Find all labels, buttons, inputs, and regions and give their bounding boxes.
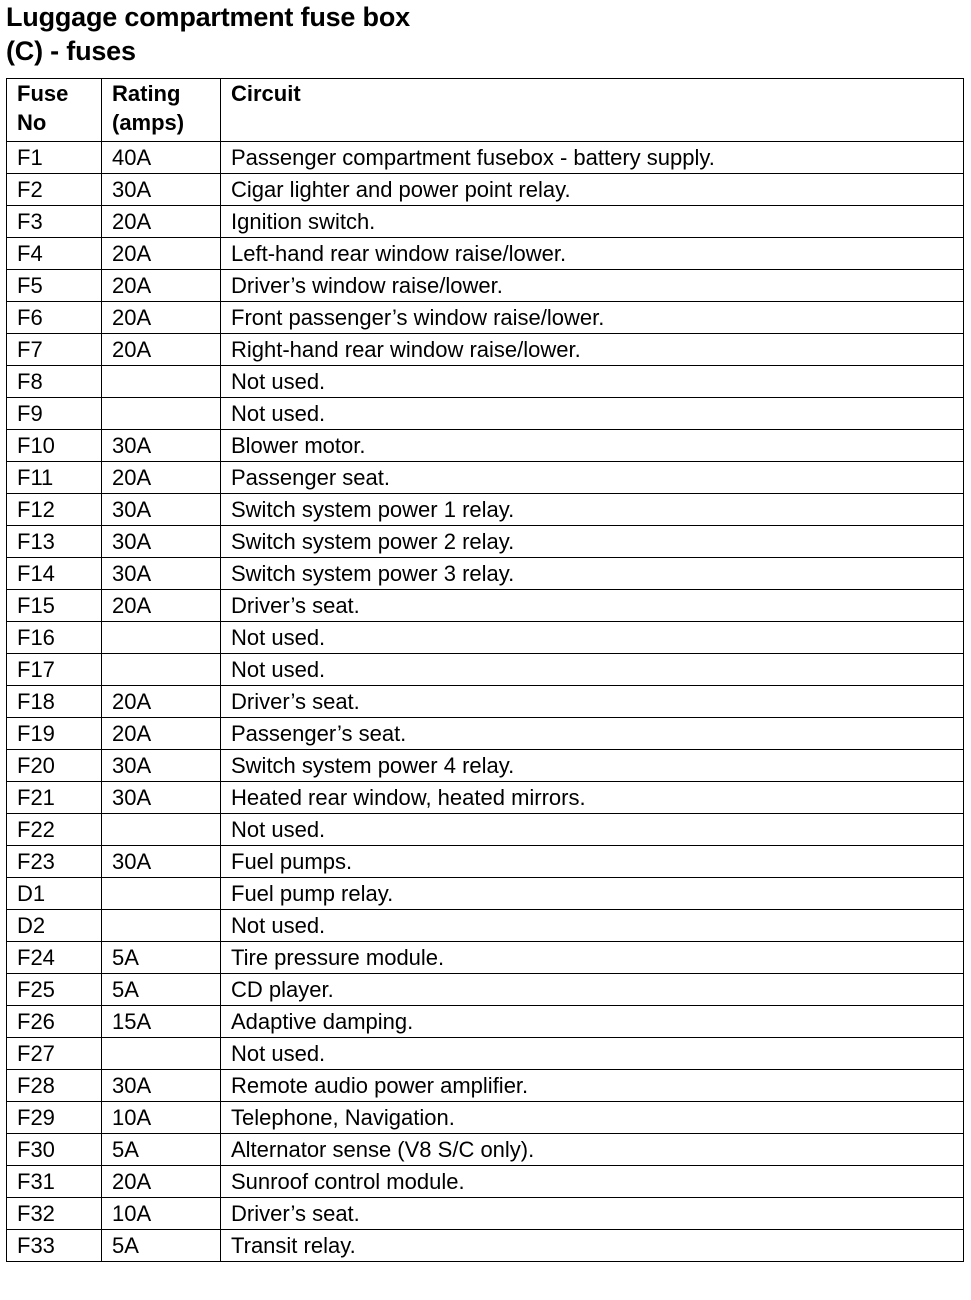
header-fuse-no: Fuse No (7, 79, 102, 142)
table-row (7, 174, 964, 206)
circuit-cell: Fuel pump relay. (221, 878, 964, 910)
circuit-cell: Transit relay. (221, 1230, 964, 1262)
rating-cell: 30A (102, 526, 221, 558)
circuit-cell: Remote audio power amplifier. (221, 1070, 964, 1102)
table-row (7, 1102, 964, 1134)
rating-cell (102, 814, 221, 846)
fuse-number-cell: F28 (7, 1070, 102, 1102)
fuse-number-cell: F30 (7, 1134, 102, 1166)
rating-cell: 30A (102, 1070, 221, 1102)
circuit-cell: Cigar lighter and power point relay. (221, 174, 964, 206)
table-row (7, 1230, 964, 1262)
circuit-cell: Fuel pumps. (221, 846, 964, 878)
table-row (7, 1134, 964, 1166)
table-row (7, 494, 964, 526)
table-row (7, 430, 964, 462)
circuit-cell: Not used. (221, 910, 964, 942)
circuit-cell: Not used. (221, 366, 964, 398)
circuit-cell: Switch system power 4 relay. (221, 750, 964, 782)
circuit-cell: Blower motor. (221, 430, 964, 462)
table-row (7, 302, 964, 334)
circuit-cell: Tire pressure module. (221, 942, 964, 974)
circuit-cell: Passenger compartment fusebox - battery supply. (221, 142, 964, 174)
fuse-number-cell: F4 (7, 238, 102, 270)
fuse-number-cell: F3 (7, 206, 102, 238)
fuse-number-cell: F6 (7, 302, 102, 334)
table-row (7, 334, 964, 366)
fuse-number-cell: F22 (7, 814, 102, 846)
circuit-cell: Not used. (221, 1038, 964, 1070)
table-row (7, 238, 964, 270)
fuse-number-cell: F2 (7, 174, 102, 206)
rating-cell (102, 1038, 221, 1070)
table-header-row (7, 79, 964, 142)
table-row (7, 142, 964, 174)
circuit-cell: Adaptive damping. (221, 1006, 964, 1038)
rating-cell (102, 398, 221, 430)
rating-cell: 20A (102, 302, 221, 334)
fuse-number-cell: F14 (7, 558, 102, 590)
circuit-cell: Front passenger’s window raise/lower. (221, 302, 964, 334)
fuse-number-cell: F20 (7, 750, 102, 782)
circuit-cell: Ignition switch. (221, 206, 964, 238)
fuse-number-cell: F24 (7, 942, 102, 974)
header-rating: Rating (amps) (102, 79, 221, 142)
rating-cell: 30A (102, 174, 221, 206)
circuit-cell: Not used. (221, 814, 964, 846)
table-row (7, 526, 964, 558)
circuit-cell: Switch system power 3 relay. (221, 558, 964, 590)
rating-cell: 20A (102, 590, 221, 622)
fuse-number-cell: F9 (7, 398, 102, 430)
fuse-number-cell: F7 (7, 334, 102, 366)
table-row (7, 558, 964, 590)
circuit-cell: Switch system power 1 relay. (221, 494, 964, 526)
rating-cell: 15A (102, 1006, 221, 1038)
circuit-cell: Driver’s window raise/lower. (221, 270, 964, 302)
table-row (7, 782, 964, 814)
rating-cell: 30A (102, 750, 221, 782)
rating-cell: 30A (102, 430, 221, 462)
table-row (7, 1198, 964, 1230)
circuit-cell: Not used. (221, 622, 964, 654)
table-row (7, 750, 964, 782)
circuit-cell: Passenger’s seat. (221, 718, 964, 750)
rating-cell (102, 366, 221, 398)
rating-cell: 10A (102, 1198, 221, 1230)
circuit-cell: Sunroof control module. (221, 1166, 964, 1198)
circuit-cell: Alternator sense (V8 S/C only). (221, 1134, 964, 1166)
table-row (7, 718, 964, 750)
table-row (7, 590, 964, 622)
rating-cell: 20A (102, 206, 221, 238)
fuse-number-cell: F13 (7, 526, 102, 558)
table-row (7, 942, 964, 974)
table-row (7, 398, 964, 430)
fuse-number-cell: F5 (7, 270, 102, 302)
circuit-cell: Passenger seat. (221, 462, 964, 494)
page-title (6, 0, 410, 68)
table-row (7, 622, 964, 654)
fuse-number-cell: F29 (7, 1102, 102, 1134)
circuit-cell: CD player. (221, 974, 964, 1006)
rating-cell (102, 654, 221, 686)
fuse-number-cell: F31 (7, 1166, 102, 1198)
rating-cell: 30A (102, 782, 221, 814)
circuit-cell: Right-hand rear window raise/lower. (221, 334, 964, 366)
fuse-table (6, 78, 964, 1262)
rating-cell: 40A (102, 142, 221, 174)
rating-cell: 20A (102, 1166, 221, 1198)
table-row (7, 1070, 964, 1102)
header-circuit: Circuit (221, 79, 964, 142)
table-row (7, 878, 964, 910)
rating-cell: 20A (102, 718, 221, 750)
fuse-number-cell: F12 (7, 494, 102, 526)
fuse-number-cell: F16 (7, 622, 102, 654)
fuse-number-cell: F33 (7, 1230, 102, 1262)
fuse-number-cell: F26 (7, 1006, 102, 1038)
circuit-cell: Driver’s seat. (221, 590, 964, 622)
circuit-cell: Heated rear window, heated mirrors. (221, 782, 964, 814)
fuse-number-cell: F15 (7, 590, 102, 622)
rating-cell: 30A (102, 846, 221, 878)
rating-cell: 20A (102, 686, 221, 718)
circuit-cell: Left-hand rear window raise/lower. (221, 238, 964, 270)
fuse-number-cell: F21 (7, 782, 102, 814)
circuit-cell: Driver’s seat. (221, 686, 964, 718)
fuse-number-cell: F27 (7, 1038, 102, 1070)
table-body (7, 142, 964, 1262)
fuse-number-cell: F32 (7, 1198, 102, 1230)
table-row (7, 366, 964, 398)
fuse-number-cell: F1 (7, 142, 102, 174)
table-row (7, 910, 964, 942)
rating-cell: 20A (102, 334, 221, 366)
rating-cell: 20A (102, 238, 221, 270)
fuse-number-cell: F19 (7, 718, 102, 750)
fuse-number-cell: F17 (7, 654, 102, 686)
table-row (7, 686, 964, 718)
rating-cell: 30A (102, 494, 221, 526)
table-row (7, 1006, 964, 1038)
fuse-number-cell: F8 (7, 366, 102, 398)
rating-cell (102, 622, 221, 654)
fuse-number-cell: F11 (7, 462, 102, 494)
fuse-number-cell: D1 (7, 878, 102, 910)
table-row (7, 206, 964, 238)
table-row (7, 1038, 964, 1070)
circuit-cell: Not used. (221, 398, 964, 430)
table-row (7, 846, 964, 878)
fuse-number-cell: D2 (7, 910, 102, 942)
rating-cell: 20A (102, 462, 221, 494)
circuit-cell: Telephone, Navigation. (221, 1102, 964, 1134)
rating-cell: 5A (102, 974, 221, 1006)
table-row (7, 974, 964, 1006)
rating-cell: 5A (102, 1230, 221, 1262)
page-title-line-1: Luggage compartment fuse box (6, 2, 410, 32)
circuit-cell: Driver’s seat. (221, 1198, 964, 1230)
circuit-cell: Switch system power 2 relay. (221, 526, 964, 558)
rating-cell (102, 910, 221, 942)
fuse-number-cell: F18 (7, 686, 102, 718)
fuse-number-cell: F25 (7, 974, 102, 1006)
table-row (7, 270, 964, 302)
rating-cell: 10A (102, 1102, 221, 1134)
circuit-cell: Not used. (221, 654, 964, 686)
rating-cell: 5A (102, 1134, 221, 1166)
rating-cell: 20A (102, 270, 221, 302)
table-row (7, 814, 964, 846)
rating-cell: 5A (102, 942, 221, 974)
fuse-number-cell: F10 (7, 430, 102, 462)
fuse-number-cell: F23 (7, 846, 102, 878)
table-row (7, 654, 964, 686)
table-row (7, 462, 964, 494)
rating-cell (102, 878, 221, 910)
table-row (7, 1166, 964, 1198)
page-title-line-2: (C) - fuses (6, 36, 136, 66)
rating-cell: 30A (102, 558, 221, 590)
